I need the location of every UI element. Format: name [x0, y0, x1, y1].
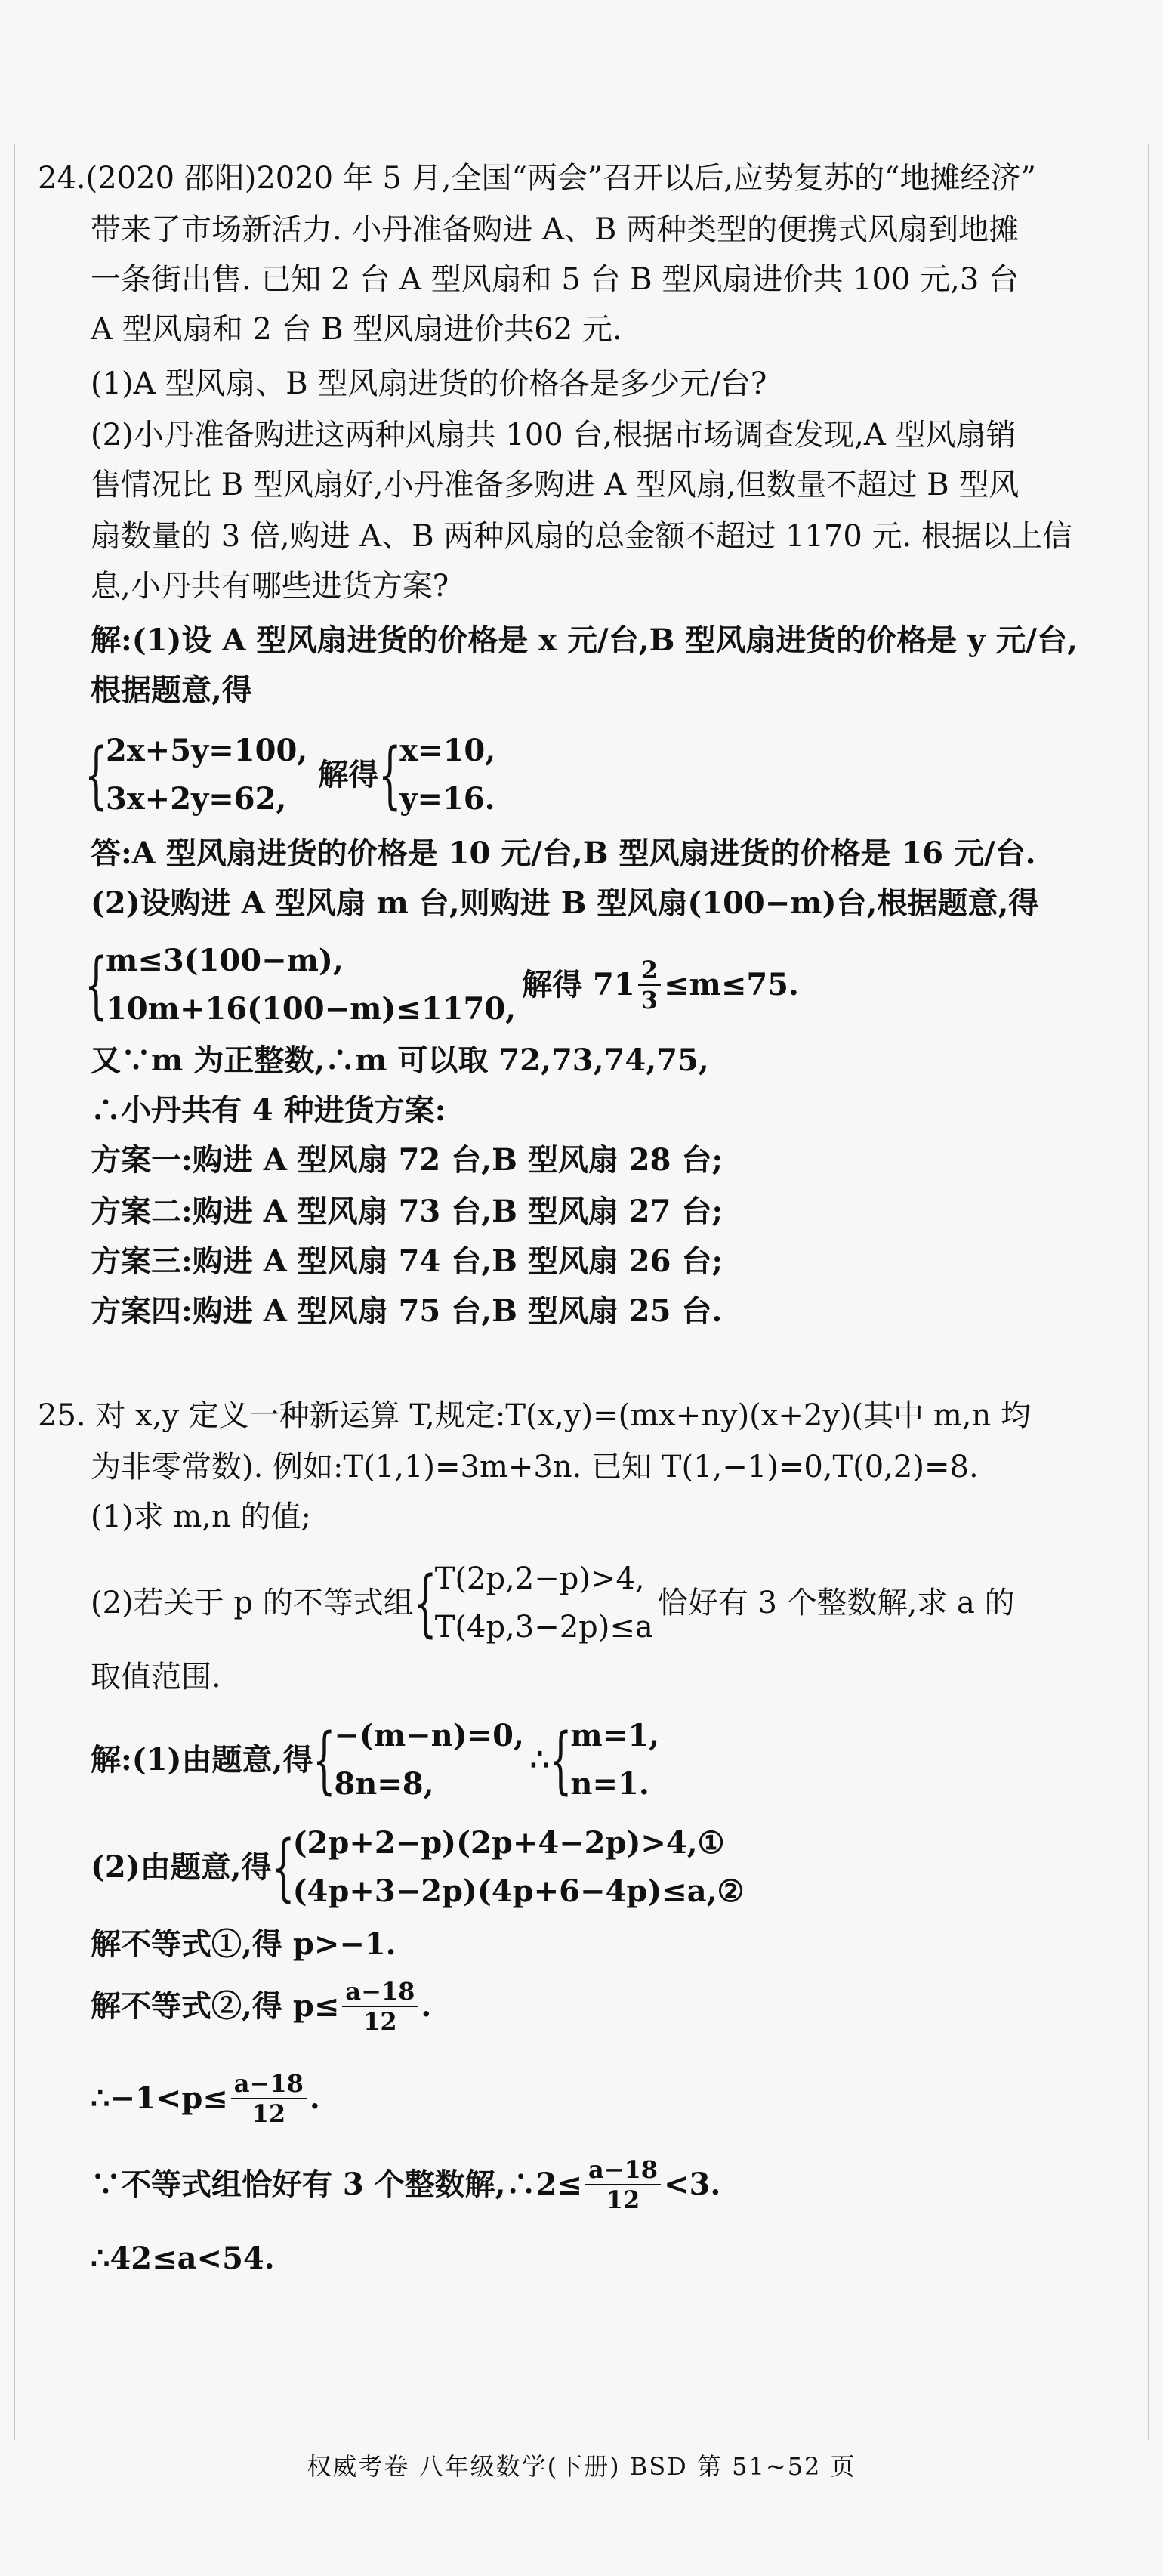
result-x: x=10,	[399, 733, 496, 768]
q25-s1-prefix: 解:(1)由题意,得	[91, 1742, 313, 1778]
fraction-numerator: a−18	[342, 1977, 418, 2007]
q24-line-4: A 型风扇和 2 台 B 型风扇进价共62 元.	[91, 312, 622, 347]
solve-result-prefix: 解得 71	[522, 967, 635, 1002]
q25-s4-prefix: 解不等式②,得 p≤	[91, 1988, 340, 2024]
solve-result-suffix: ≤m≤75.	[663, 967, 799, 1002]
q25-solution-3: 解不等式①,得 p>−1.	[91, 1926, 396, 1962]
q25-sub-question-2	[91, 1552, 1015, 1654]
result-y: y=16.	[399, 781, 495, 817]
q25-s5-prefix: ∴−1<p≤	[91, 2080, 228, 2116]
fraction-numerator: 2	[638, 956, 661, 986]
brace-glyph: {	[85, 943, 108, 1027]
q25-q2-prefix: (2)若关于 p 的不等式组	[91, 1586, 414, 1620]
q24-sub-question-2d: 息,小丹共有哪些进货方案?	[91, 569, 449, 604]
q24-solution-5: ∴小丹共有 4 种进货方案:	[91, 1092, 446, 1128]
q25-s2-prefix: (2)由题意,得	[91, 1849, 272, 1885]
q24-line-3: 一条街出售. 已知 2 台 A 型风扇和 5 台 B 型风扇进价共 100 元,3 台	[91, 262, 1019, 297]
q25-s1-eq-2: 8n=8,	[334, 1766, 434, 1802]
fraction-numerator: a−18	[231, 2069, 307, 2099]
q25-s1-eq-1: −(m−n)=0,	[334, 1718, 524, 1753]
q25-q2-suffix: 恰好有 3 个整数解,求 a 的	[657, 1586, 1015, 1620]
q24-plan-1: 方案一:购进 A 型风扇 72 台,B 型风扇 28 台;	[91, 1142, 723, 1178]
q25-s1-result-m: m=1,	[570, 1718, 659, 1753]
q25-sub-question-1: (1)求 m,n 的值;	[91, 1500, 311, 1534]
brace-glyph: {	[413, 1561, 437, 1645]
q25-solution-2	[91, 1816, 744, 1919]
solve-label: 解得	[318, 757, 379, 792]
equation-1: 2x+5y=100,	[106, 733, 308, 768]
q24-sub-question-2a: (2)小丹准备购进这两种风扇共 100 台,根据市场调查发现,A 型风扇销	[91, 418, 1016, 452]
q25-condition-1: T(2p,2−p)>4,	[434, 1561, 645, 1596]
q24-plan-2: 方案二:购进 A 型风扇 73 台,B 型风扇 27 台;	[91, 1194, 723, 1229]
q25-s2-ineq-2: (4p+3−2p)(4p+6−4p)≤a,②	[292, 1873, 745, 1909]
mixed-fraction	[638, 956, 661, 1015]
q24-solution-2: 根据题意,得	[91, 672, 252, 708]
therefore-symbol: ∴	[529, 1742, 550, 1778]
fraction	[231, 2069, 307, 2128]
q24-sub-question-2b: 售情况比 B 型风扇好,小丹准备多购进 A 型风扇,但数量不超过 B 型风	[91, 468, 1020, 502]
brace-glyph: {	[549, 1718, 572, 1802]
period: .	[421, 1988, 432, 2024]
equation-2: 3x+2y=62,	[106, 781, 287, 817]
fraction	[342, 1977, 418, 2036]
q25-sub-question-2-cont: 取值范围.	[91, 1660, 221, 1694]
q25-solution-7: ∴42≤a<54.	[91, 2241, 275, 2276]
brace-glyph: {	[378, 733, 402, 817]
fraction-numerator: a−18	[585, 2155, 661, 2185]
q24-sub-question-1: (1)A 型风扇、B 型风扇进货的价格各是多少元/台?	[91, 366, 767, 401]
right-border	[1148, 144, 1149, 2440]
q24-solution-1: 解:(1)设 A 型风扇进货的价格是 x 元/台,B 型风扇进货的价格是 y 元/台,	[91, 622, 1078, 658]
brace-glyph: {	[85, 733, 108, 817]
page-footer: 权威考卷 八年级数学(下册) BSD 第 51~52 页	[307, 2452, 856, 2481]
q25-s6-prefix: ∵不等式组恰好有 3 个整数解,∴2≤	[91, 2167, 582, 2202]
q24-solution-4: 又∵m 为正整数,∴m 可以取 72,73,74,75,	[91, 1042, 709, 1078]
period: .	[309, 2080, 320, 2116]
q24-plan-3: 方案三:购进 A 型风扇 74 台,B 型风扇 26 台;	[91, 1243, 723, 1279]
left-border	[14, 144, 15, 2440]
q24-plan-4: 方案四:购进 A 型风扇 75 台,B 型风扇 25 台.	[91, 1293, 723, 1329]
fraction	[585, 2155, 661, 2214]
q25-condition-2: T(4p,3−2p)≤a	[434, 1610, 653, 1645]
q25-solution-5	[91, 2061, 320, 2136]
fraction-denominator: 3	[640, 986, 658, 1015]
q25-solution-1	[91, 1709, 659, 1812]
fraction-denominator: 12	[251, 2099, 286, 2128]
inequality-2: 10m+16(100−m)≤1170,	[106, 991, 517, 1027]
q24-solution-3: (2)设购进 A 型风扇 m 台,则购进 B 型风扇(100−m)台,根据题意,得	[91, 885, 1039, 921]
q25-solution-6	[91, 2147, 720, 2222]
fraction-denominator: 12	[606, 2185, 640, 2214]
brace-glyph: {	[271, 1825, 295, 1910]
q25-s1-result-n: n=1.	[570, 1766, 649, 1802]
q25-solution-4	[91, 1969, 431, 2044]
brace-glyph: {	[313, 1718, 336, 1802]
q25-s6-suffix: <3.	[664, 2167, 721, 2202]
q25-s2-ineq-1: (2p+2−p)(2p+4−2p)>4,①	[292, 1825, 725, 1861]
q25-line-1: 25. 对 x,y 定义一种新运算 T,规定:T(x,y)=(mx+ny)(x+2y)(其中 m,n 均	[38, 1398, 1031, 1433]
inequality-1: m≤3(100−m),	[106, 943, 344, 978]
q24-answer-1: 答:A 型风扇进货的价格是 10 元/台,B 型风扇进货的价格是 16 元/台.	[91, 836, 1036, 871]
q24-line-2: 带来了市场新活力. 小丹准备购进 A、B 两种类型的便携式风扇到地摊	[91, 212, 1020, 247]
fraction-denominator: 12	[363, 2007, 397, 2036]
q25-line-2: 为非零常数). 例如:T(1,1)=3m+3n. 已知 T(1,−1)=0,T(0,2)=8.	[91, 1450, 979, 1484]
q24-line-1: 24.(2020 邵阳)2020 年 5 月,全国“两会”召开以后,应势复苏的“地摊经济”	[38, 161, 1036, 196]
q24-equation-system	[85, 724, 495, 826]
q24-sub-question-2c: 扇数量的 3 倍,购进 A、B 两种风扇的总金额不超过 1170 元. 根据以上信	[91, 519, 1072, 554]
q24-inequality-system	[85, 934, 799, 1036]
